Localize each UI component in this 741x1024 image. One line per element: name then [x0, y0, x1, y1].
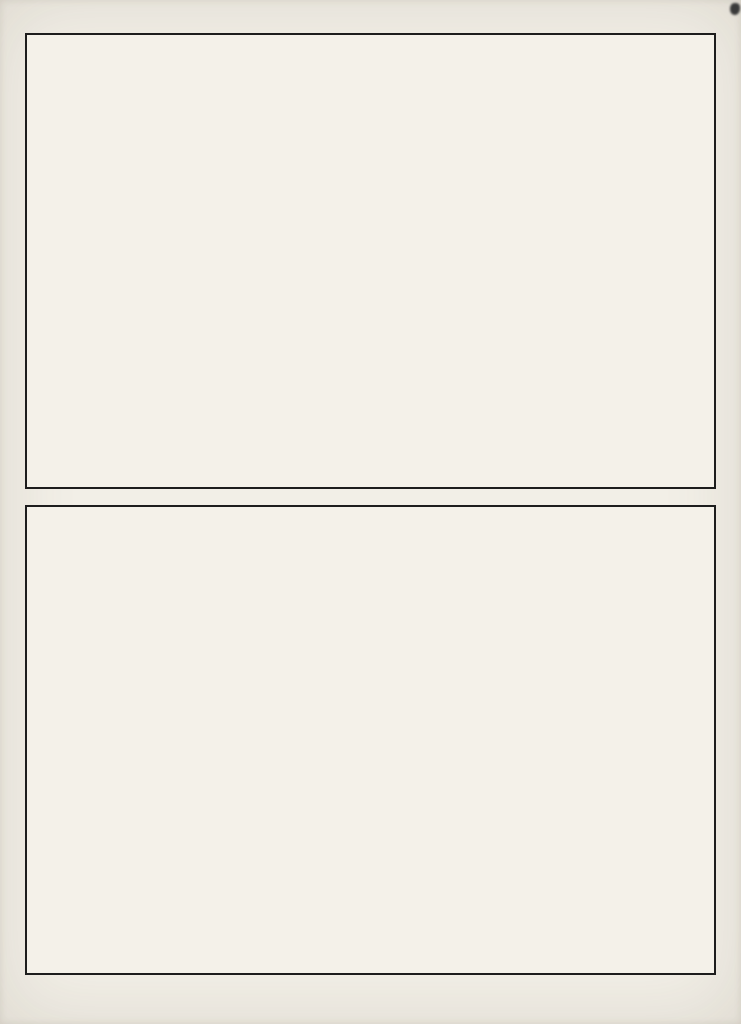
scan-artifact [730, 3, 740, 15]
top-table [25, 33, 716, 489]
bottom-table [25, 505, 716, 975]
